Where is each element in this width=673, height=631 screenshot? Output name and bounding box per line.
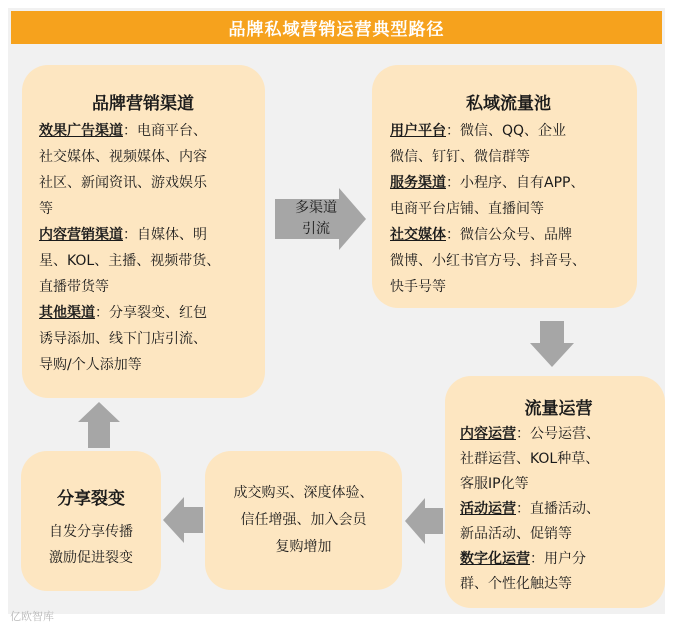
- left-arrow-to-fission-shape: [163, 497, 203, 543]
- service-channel-label: 服务渠道: [390, 175, 446, 191]
- digital-ops-text-2: 群、个性化触达等: [460, 576, 572, 592]
- diagram-title: 品牌私域营销运营典型路径: [11, 11, 662, 44]
- brand-marketing-channels-box: [22, 65, 265, 398]
- down-arrow-shape: [530, 321, 574, 367]
- effect-ad-text-4: 等: [39, 201, 53, 217]
- user-platform-text-2: 微信、钉钉、微信群等: [390, 149, 530, 165]
- source-watermark: 亿欧智库: [10, 610, 54, 623]
- digital-ops-label: 数字化运营: [460, 551, 530, 567]
- multi-channel-label-line-2: 引流: [302, 221, 330, 237]
- multi-channel-arrow-label: [275, 198, 357, 240]
- conversion-line-2: 信任增强、加入会员: [240, 512, 367, 528]
- up-arrow: [78, 402, 120, 448]
- fission-heading: 分享裂变: [57, 489, 125, 509]
- content-ops-text: ：公号运营、: [516, 426, 600, 442]
- service-channel-text-2: 电商平台店铺、直播间等: [390, 201, 544, 217]
- effect-ad-channel-label: 效果广告渠道: [39, 123, 123, 139]
- effect-ad-text-3: 社区、新闻资讯、游戏娱乐: [39, 175, 207, 191]
- traffic-operations-box: [445, 376, 665, 608]
- up-arrow-shape: [78, 402, 120, 448]
- user-platform-label: 用户平台: [390, 123, 446, 139]
- content-marketing-text-2: 星、KOL、主播、视频带货、: [39, 253, 221, 269]
- content-marketing-channel-label: 内容营销渠道: [39, 227, 123, 243]
- conversion-line-1: 成交购买、深度体验、: [233, 485, 374, 501]
- digital-ops-text: ：用户分: [530, 551, 586, 567]
- user-platform-text: ：微信、QQ、企业: [446, 123, 567, 139]
- social-media-label: 社交媒体: [390, 227, 446, 243]
- content-ops-text-2: 社群运营、KOL种草、: [460, 451, 600, 467]
- other-channel-text-3: 导购/个人添加等: [39, 357, 142, 373]
- private-pool-content: [390, 118, 627, 300]
- social-media-text-2: 微博、小红书官方号、抖音号、: [390, 253, 586, 269]
- left-arrow-to-conversion: [405, 498, 443, 544]
- activity-ops-label: 活动运营: [460, 501, 516, 517]
- left-arrow-to-fission: [163, 497, 203, 543]
- traffic-ops-content: [460, 422, 657, 597]
- service-channel-text: ：小程序、自有APP、: [446, 175, 585, 191]
- other-channel-text: ：分享裂变、红包: [95, 305, 207, 321]
- content-marketing-text-3: 直播带货等: [39, 279, 109, 295]
- multi-channel-label-line-1: 多渠道: [295, 200, 337, 216]
- activity-ops-text-2: 新品活动、促销等: [460, 526, 572, 542]
- fission-content: [31, 519, 151, 571]
- private-traffic-pool-box: [372, 65, 637, 308]
- share-fission-box: [21, 451, 161, 591]
- social-media-text: ：微信公众号、品牌: [446, 227, 572, 243]
- effect-ad-text-2: 社交媒体、视频媒体、内容: [39, 149, 207, 165]
- other-channel-text-2: 诱导添加、线下门店引流、: [39, 331, 207, 347]
- brand-marketing-content: [39, 118, 247, 378]
- conversion-line-3: 复购增加: [275, 539, 332, 555]
- fission-line-1: 自发分享传播: [49, 524, 133, 540]
- traffic-ops-heading: 流量运营: [524, 399, 593, 419]
- content-ops-label: 内容运营: [460, 426, 516, 442]
- fission-line-2: 激励促进裂变: [49, 550, 133, 566]
- conversion-content: [234, 480, 374, 561]
- social-media-text-3: 快手号等: [390, 279, 446, 295]
- left-arrow-to-conversion-shape: [405, 498, 443, 544]
- content-marketing-text: ：自媒体、明: [123, 227, 207, 243]
- private-pool-heading: 私域流量池: [466, 94, 551, 114]
- conversion-box: [205, 451, 402, 590]
- activity-ops-text: ：直播活动、: [516, 501, 600, 517]
- effect-ad-text: ：电商平台、: [123, 123, 207, 139]
- down-arrow: [530, 321, 574, 367]
- other-channel-label: 其他渠道: [39, 305, 95, 321]
- content-ops-text-3: 客服IP化等: [460, 476, 529, 492]
- brand-marketing-heading: 品牌营销渠道: [92, 94, 194, 114]
